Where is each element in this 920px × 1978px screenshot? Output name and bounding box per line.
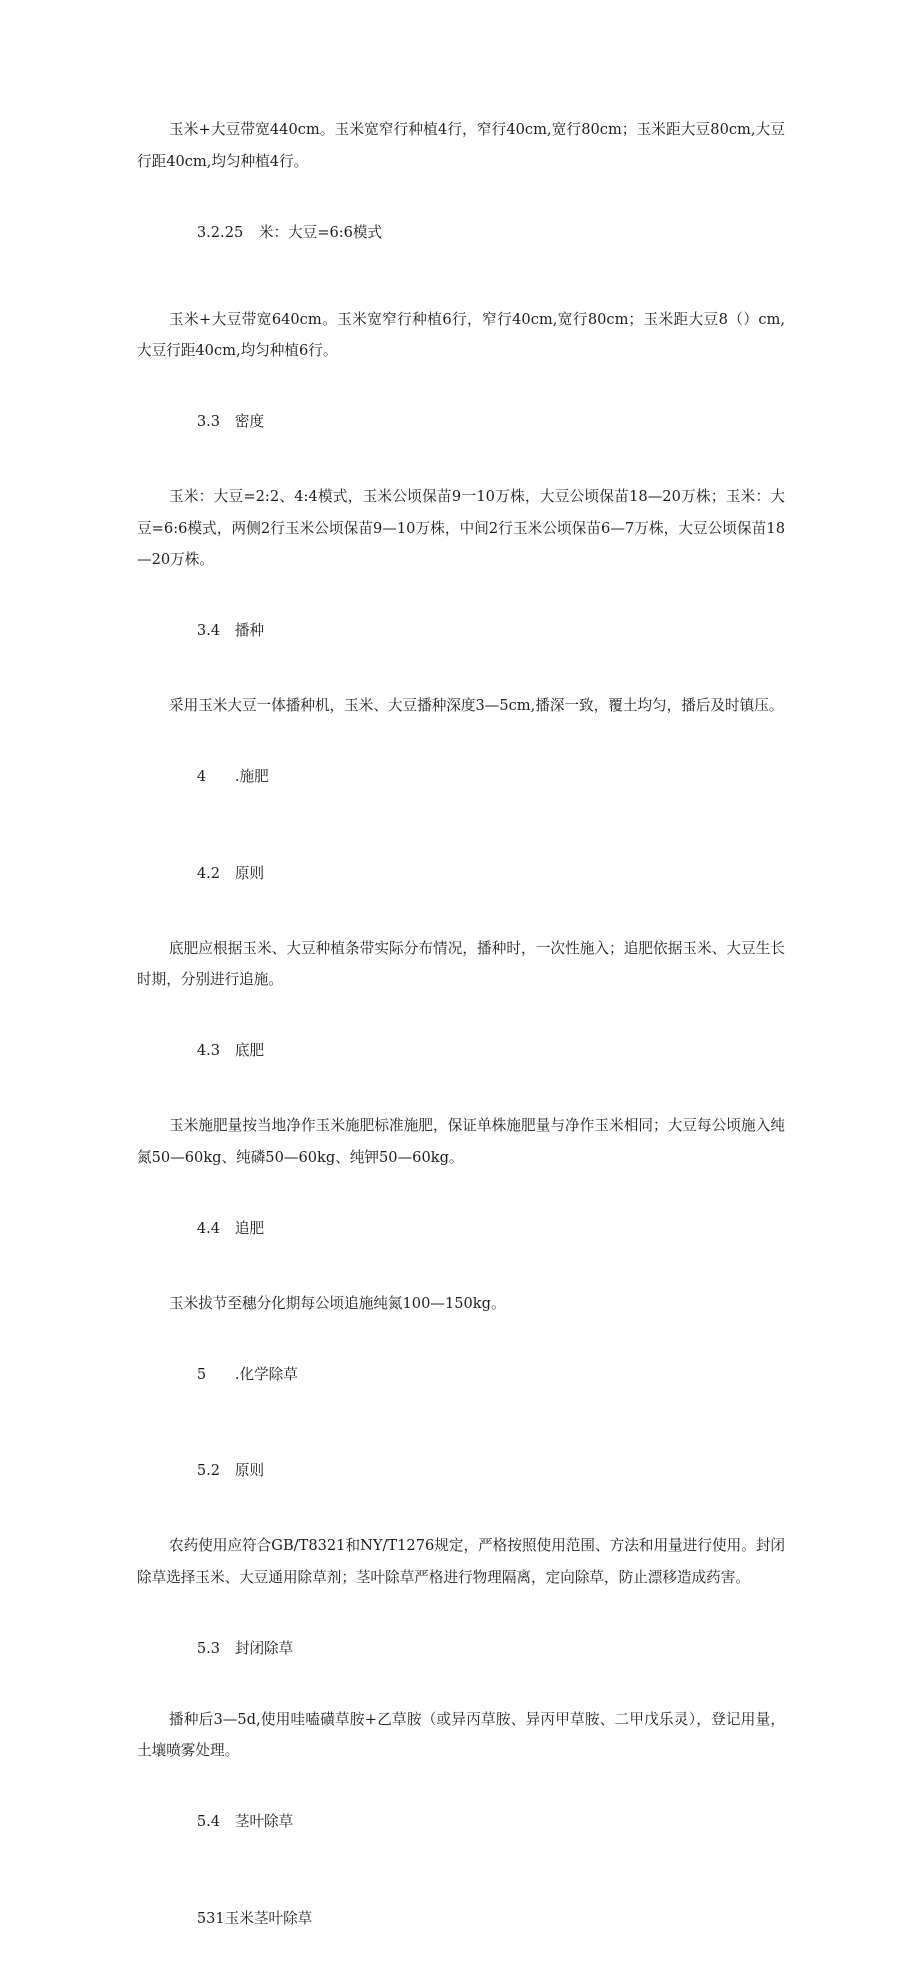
section-title: 播种	[234, 622, 265, 639]
section-number: 3.4	[196, 622, 221, 639]
section-number: 5.2	[196, 1462, 221, 1479]
section-heading	[169, 375, 785, 470]
paragraph: 玉米+大豆带宽640cm。玉米宽窄行种植6行，窄行40cm,宽行80cm；玉米距大豆8（）cm,大豆行距40cm,均匀种植6行。	[137, 310, 785, 359]
section-number: 3.3	[196, 413, 221, 430]
paragraph: 底肥应根据玉米、大豆种植条带实际分布情况，播种时，一次性施入；追肥依据玉米、大豆生长时期，分别进行追施。	[137, 939, 785, 988]
document-body	[137, 114, 785, 1978]
section-heading	[169, 1327, 785, 1422]
section-title: 底肥	[234, 1042, 265, 1059]
section-title: 原则	[234, 864, 265, 882]
section-number: 5.4	[196, 1813, 221, 1830]
section-number: 4.4	[196, 1219, 221, 1237]
section-number: 4.3	[196, 1042, 221, 1059]
section-title: 密度	[234, 413, 265, 430]
paragraph: 农药使用应符合GB/T8321和NY/T1276规定，严格按照使用范围、方法和用量进行使用。封闭除草选择玉米、大豆通用除草剂；茎叶除草严格进行物理隔离，定向除草，防止漂移造成药害。	[137, 1537, 785, 1586]
section-title: 米：大豆=6:6模式	[258, 223, 383, 241]
section-heading	[169, 1181, 785, 1276]
section-number: 5.3	[196, 1639, 221, 1657]
section-heading	[169, 826, 785, 921]
section-title: 531玉米茎叶除草	[196, 1909, 313, 1927]
paragraph: 玉米：大豆=2:2、4:4模式，玉米公顷保苗9一10万株，大豆公顷保苗18—20万株；玉米：大豆=6:6模式，两侧2行玉米公顷保苗9—10万株，中间2行玉米公顷保苗6—7万株，大豆公顷保苗18—20万株。	[137, 488, 785, 568]
section-heading	[169, 584, 785, 679]
section-title: .施肥	[234, 768, 269, 785]
section-heading	[169, 1601, 785, 1696]
section-heading	[169, 1424, 785, 1519]
section-number: 3.2.25	[196, 223, 244, 241]
paragraph: 播种后3—5d,使用哇嗑磺草胺+乙草胺（或异丙草胺、异丙甲草胺、二甲戊乐灵），登记用量，土壤喷雾处理。	[137, 1710, 785, 1759]
paragraph: 玉米+大豆带宽440cm。玉米宽窄行种植4行，窄行40cm,宽行80cm；玉米距大豆80cm,大豆行距40cm,均匀种植4行。	[137, 121, 785, 170]
paragraph: 玉米施肥量按当地净作玉米施肥标准施肥，保证单株施肥量与净作玉米相同；大豆每公顷施入纯氮50—60kg、纯磷50—60kg、纯钾50—60kg。	[137, 1117, 785, 1166]
section-heading	[169, 1775, 785, 1870]
section-title: 茎叶除草	[234, 1813, 294, 1830]
section-heading	[169, 1004, 785, 1099]
subsection-heading	[169, 1871, 785, 1966]
section-number: 5	[196, 1365, 207, 1383]
section-number: 4.2	[196, 864, 221, 882]
section-title: .化学除草	[234, 1365, 298, 1383]
section-title: 追肥	[234, 1219, 265, 1237]
section-title: 原则	[234, 1462, 265, 1479]
section-title: 封闭除草	[234, 1639, 294, 1657]
section-number: 4	[196, 768, 207, 785]
section-heading	[169, 730, 785, 825]
section-heading	[169, 185, 785, 280]
paragraph: 玉米拔节至穗分化期每公顷追施纯氮100—150kg。	[169, 1294, 506, 1312]
paragraph: 采用玉米大豆一体播种机，玉米、大豆播种深度3—5cm,播深一致，覆土均匀，播后及时镇压。	[169, 697, 784, 714]
